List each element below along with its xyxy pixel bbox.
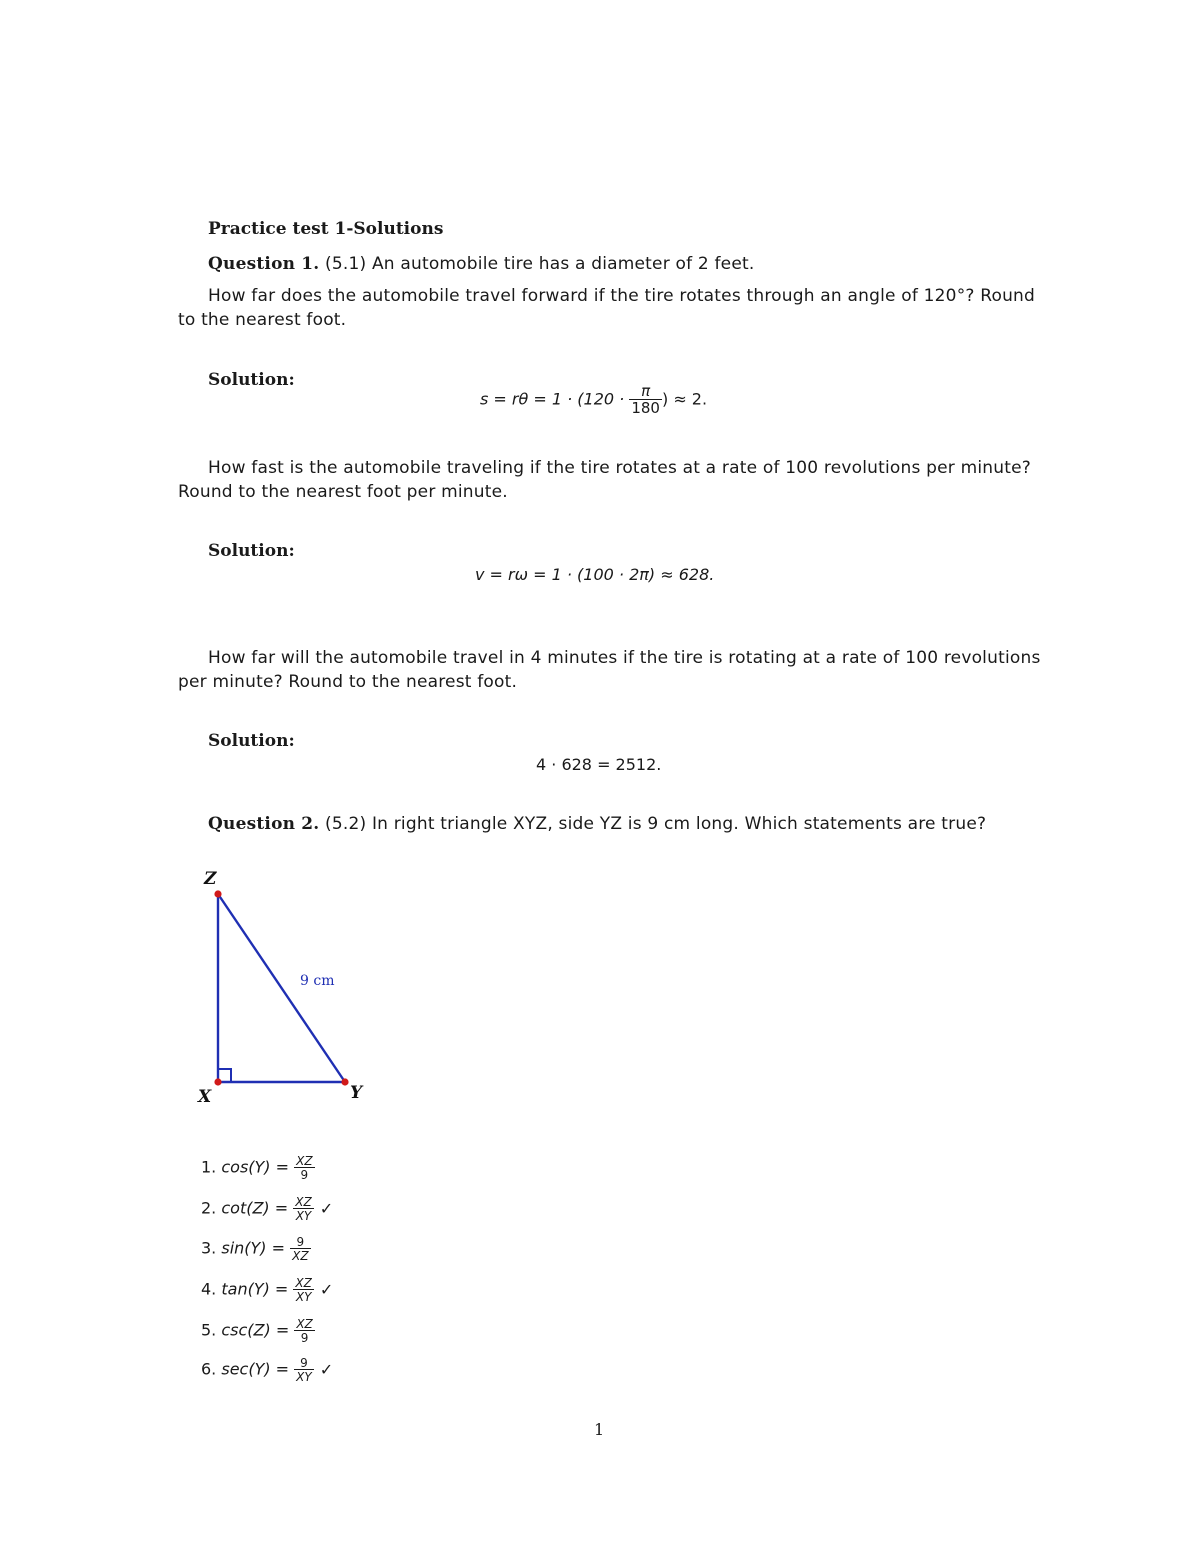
item-fraction-numerator: XZ	[295, 1195, 312, 1209]
item-lhs: cos(Y) =	[221, 1157, 295, 1177]
item-fraction-numerator: XZ	[296, 1317, 313, 1331]
item-fraction	[290, 1236, 310, 1262]
q1-solution-b-label: Solution:	[208, 541, 295, 561]
item-fraction-denominator: XY	[296, 1370, 312, 1384]
check-icon: ✓	[319, 1198, 334, 1218]
q1-part-c-line2: per minute? Round to the nearest foot.	[178, 672, 518, 692]
side-yz-length-label: 9 cm	[300, 973, 335, 989]
question-2-label: Question 2.	[208, 814, 320, 834]
item-fraction-numerator: 9	[296, 1235, 305, 1249]
item-fraction	[293, 1277, 313, 1303]
q1-part-b-line2: Round to the nearest foot per minute.	[178, 482, 508, 502]
item-fraction	[294, 1357, 314, 1383]
item-number: 3.	[201, 1238, 217, 1258]
answer-item-3	[201, 1236, 317, 1262]
answer-item-2	[201, 1196, 333, 1222]
item-lhs: sec(Y) =	[221, 1359, 295, 1379]
item-fraction-numerator: XZ	[295, 1276, 312, 1290]
item-lhs: tan(Y) =	[221, 1279, 294, 1299]
check-icon: ✓	[319, 1359, 334, 1379]
eq-a-denominator: 180	[631, 399, 660, 417]
answer-item-6	[201, 1357, 333, 1383]
question-2-text: (5.2) In right triangle XYZ, side YZ is 9 cm long. Which statements are true?	[325, 814, 987, 834]
item-lhs: cot(Z) =	[221, 1198, 294, 1218]
vertex-z-label: Z	[204, 869, 217, 889]
q1-part-c-line1: How far will the automobile travel in 4 minutes if the tire is rotating at a rate of 100 revolutions	[208, 648, 1041, 668]
q1-equation-a	[480, 384, 707, 416]
vertex-y-label: Y	[350, 1083, 363, 1103]
point-y	[341, 1078, 348, 1085]
question-1-label: Question 1.	[208, 254, 320, 274]
q1-part-a-line2: to the nearest foot.	[178, 310, 347, 330]
q1-solution-c-label: Solution:	[208, 731, 295, 751]
point-z	[214, 890, 221, 897]
item-fraction-numerator: XZ	[296, 1154, 313, 1168]
q1-part-a-line1: How far does the automobile travel forward if the tire rotates through an angle of 120°? Round	[208, 286, 1036, 306]
answer-item-1	[201, 1155, 321, 1181]
triangle-diagram	[190, 862, 380, 1112]
page-number: 1	[594, 1420, 605, 1439]
item-lhs: csc(Z) =	[221, 1320, 295, 1340]
item-lhs: sin(Y) =	[221, 1238, 291, 1258]
item-fraction	[293, 1196, 313, 1222]
item-number: 6.	[201, 1359, 217, 1379]
item-fraction-numerator: 9	[300, 1356, 308, 1370]
eq-a-right: ) ≈ 2.	[661, 389, 708, 409]
answer-item-5	[201, 1318, 321, 1344]
item-number: 4.	[201, 1279, 217, 1299]
item-number: 1.	[201, 1157, 217, 1177]
point-x	[214, 1078, 221, 1085]
item-fraction-denominator: XY	[293, 1208, 313, 1222]
eq-a-fraction	[629, 384, 662, 416]
item-fraction-denominator: XY	[293, 1289, 313, 1303]
page-title: Practice test 1-Solutions	[208, 219, 444, 239]
question-1-heading	[208, 254, 754, 274]
item-fraction-denominator: XZ	[292, 1249, 309, 1263]
check-icon: ✓	[319, 1279, 334, 1299]
answer-item-4	[201, 1277, 333, 1303]
item-fraction	[294, 1318, 314, 1344]
question-1-intro: (5.1) An automobile tire has a diameter of 2 feet.	[325, 254, 755, 274]
q1-equation-c: 4 · 628 = 2512.	[536, 755, 662, 774]
item-fraction	[294, 1155, 314, 1181]
question-2-heading	[208, 814, 986, 834]
vertex-x-label: X	[198, 1087, 212, 1107]
eq-a-numerator: π	[641, 382, 651, 400]
item-number: 5.	[201, 1320, 217, 1340]
item-number: 2.	[201, 1198, 217, 1218]
eq-a-left: s = rθ = 1 · (120 ·	[480, 389, 630, 409]
item-fraction-denominator: 9	[294, 1330, 314, 1344]
q1-equation-b: v = rω = 1 · (100 · 2π) ≈ 628.	[475, 565, 715, 584]
q1-solution-a-label: Solution:	[208, 370, 295, 390]
item-fraction-denominator: 9	[294, 1167, 314, 1181]
q1-part-b-line1: How fast is the automobile traveling if the tire rotates at a rate of 100 revolutions per minute?	[208, 458, 1031, 478]
